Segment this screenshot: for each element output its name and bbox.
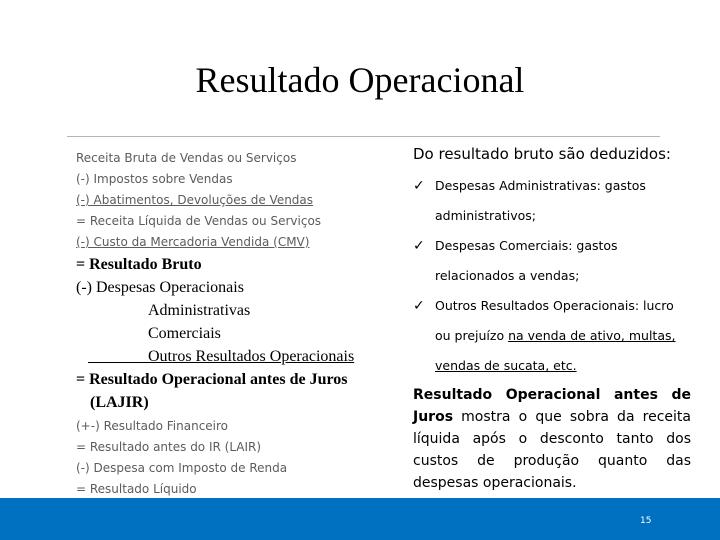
statement-line: (-) Custo da Mercadoria Vendida (CMV) <box>76 235 310 249</box>
bullet-item <box>413 294 691 378</box>
explanation-panel <box>413 140 691 494</box>
page-number: 15 <box>640 516 652 526</box>
statement-line-operating-result: = Resultado Operacional antes de Juros <box>76 371 348 388</box>
underline-blank <box>88 362 148 363</box>
checkmark-icon: ✓ <box>413 178 425 194</box>
statement-line: (-) Impostos sobre Vendas <box>76 172 233 186</box>
bullet-text-part: vendas de sucata, etc. <box>435 358 577 373</box>
statement-line-text: Outros Resultados Operacionais <box>148 348 355 365</box>
statement-line <box>76 345 396 368</box>
summary-text: mostra o que sobra da receita líquida após o desconto tanto dos custos de produção quanto das despesas operacionais. <box>413 409 691 491</box>
statement-line: = Receita Líquida de Vendas ou Serviços <box>76 214 322 228</box>
bullet-item <box>413 174 691 228</box>
bullet-text: Despesas Comerciais: gastos <box>435 238 618 253</box>
statement-line: (-) Despesas Operacionais <box>76 279 244 296</box>
bullet-text: administrativos; <box>435 208 536 223</box>
statement-line: Comerciais <box>148 325 221 342</box>
bullet-text: Despesas Administrativas: gastos <box>435 178 646 193</box>
bullet-text: relacionados a vendas; <box>435 268 580 283</box>
statement-line: (-) Abatimentos, Devoluções de Vendas <box>76 193 314 207</box>
slide-title: Resultado Operacional <box>195 60 525 100</box>
title-divider <box>67 136 660 137</box>
section-heading: Do resultado bruto são deduzidos: <box>413 145 671 163</box>
statement-line-lajir: (LAJIR) <box>90 394 149 411</box>
statement-line: = Resultado Líquido <box>76 482 197 496</box>
statement-line-gross-result: = Resultado Bruto <box>76 256 202 273</box>
income-statement <box>76 148 396 500</box>
bullet-item <box>413 234 691 288</box>
bullet-text <box>435 354 691 378</box>
footer-bar <box>0 498 720 540</box>
checkmark-icon: ✓ <box>413 238 425 254</box>
statement-line: Receita Bruta de Vendas ou Serviços <box>76 151 297 165</box>
summary-emphasis: Resultado Operacional antes de Juros <box>413 387 691 425</box>
bullet-text-part: na venda de ativo, multas, <box>508 328 676 343</box>
bullet-text: Outros Resultados Operacionais: lucro <box>435 298 674 313</box>
statement-line: Administrativas <box>148 302 251 319</box>
summary-paragraph <box>413 384 691 494</box>
statement-line: (-) Despesa com Imposto de Renda <box>76 461 288 475</box>
bullet-text-part: ou prejuízo <box>435 328 509 343</box>
checkmark-icon: ✓ <box>413 298 425 314</box>
bullet-text <box>435 324 691 348</box>
statement-line: (+-) Resultado Financeiro <box>76 419 229 433</box>
statement-line: = Resultado antes do IR (LAIR) <box>76 440 262 454</box>
